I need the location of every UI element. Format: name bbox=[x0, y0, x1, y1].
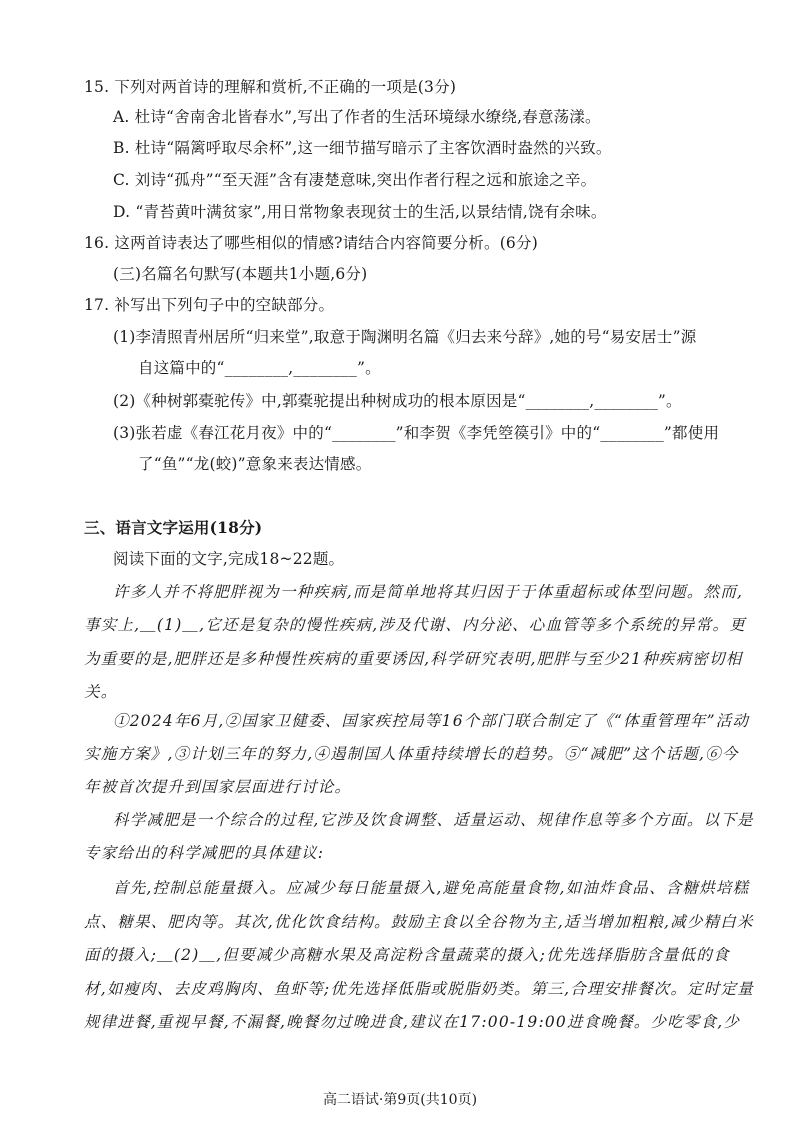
section-3-title: (三)名篇名句默写(本题共1小题,6分) bbox=[113, 265, 368, 283]
passage-para-3-line-2: 专家给出的科学减肥的具体建议: bbox=[84, 844, 325, 862]
passage-para-4-line-1: 首先,控制总能量摄入。应减少每日能量摄入,避免高能量食物,如油炸食品、含糖烘培糕 bbox=[113, 879, 750, 897]
passage-para-2-line-2: 实施方案》,③计划三年的努力,④遏制国人体重持续增长的趋势。⑤“减肥”这个话题,⑥今 bbox=[84, 745, 739, 763]
question-17-stem: 17. 补写出下列句子中的空缺部分。 bbox=[84, 296, 335, 314]
question-15-option-b: B. 杜诗“隔篱呼取尽余杯”,这一细节描写暗示了主客饮酒时盎然的兴致。 bbox=[113, 139, 612, 157]
passage-para-1-line-4: 关。 bbox=[84, 683, 118, 701]
passage-para-2-line-1: ①2024年6月,②国家卫健委、国家疾控局等16个部门联合制定了《“体重管理年”活动 bbox=[113, 712, 750, 730]
passage-para-4-line-2: 点、糖果、肥肉等。其次,优化饮食结构。鼓励主食以全谷物为主,适当增加粗粮,减少精白米 bbox=[84, 913, 754, 931]
page-footer: 高二语试·第9页(共10页) bbox=[322, 1092, 478, 1108]
passage-para-1-line-1: 许多人并不将肥胖视为一种疾病,而是简单地将其归因于于体重超标或体型问题。然而, bbox=[113, 583, 744, 601]
question-17-item-3-line-2: 了“鱼”“龙(蛟)”意象来表达情感。 bbox=[138, 455, 372, 473]
passage-para-1-line-3: 为重要的是,肥胖还是多种慢性疾病的重要诱因,科学研究表明,肥胖与至少21种疾病密切相 bbox=[84, 650, 743, 668]
passage-para-3-line-1: 科学减肥是一个综合的过程,它涉及饮食调整、适量运动、规律作息等多个方面。以下是 bbox=[113, 811, 754, 829]
question-15-stem: 15. 下列对两首诗的理解和赏析,不正确的一项是(3分) bbox=[84, 78, 457, 96]
question-17-item-2: (2)《种树郭橐驼传》中,郭橐驼提出种树成功的根本原因是“________,________”。 bbox=[113, 392, 682, 410]
question-15-option-c: C. 刘诗“孤舟”“至天涯”含有凄楚意味,突出作者行程之远和旅途之辛。 bbox=[113, 171, 597, 189]
question-17-item-1-line-1: (1)李清照青州居所“归来堂”,取意于陶渊明名篇《归去来兮辞》,她的号“易安居士”源 bbox=[113, 328, 697, 346]
part-3-heading: 三、语言文字运用(18分) bbox=[84, 518, 263, 537]
passage-para-4-line-5: 规律进餐,重视早餐,不漏餐,晚餐勿过晚进食,建议在17:00-19:00进食晚餐。少吃零食,少 bbox=[84, 1013, 741, 1031]
passage-para-2-line-3: 年被首次提升到国家层面进行讨论。 bbox=[84, 778, 352, 796]
passage-para-1-line-2: 事实上,＿(1)＿,它还是复杂的慢性疾病,涉及代谢、内分泌、心血管等多个系统的异常。更 bbox=[84, 616, 746, 634]
passage-para-4-line-4: 材,如瘦肉、去皮鸡胸肉、鱼虾等;优先选择低脂或脱脂奶类。第三,合理安排餐次。定时定量 bbox=[84, 980, 754, 998]
question-16: 16. 这两首诗表达了哪些相似的情感?请结合内容简要分析。(6分) bbox=[84, 234, 538, 252]
part-3-intro: 阅读下面的文字,完成18~22题。 bbox=[113, 550, 345, 568]
passage-para-4-line-3: 面的摄入;＿(2)＿,但要减少高糖水果及高淀粉含量蔬菜的摄入;优先选择脂肪含量低的食 bbox=[84, 946, 730, 964]
question-17-item-1-line-2: 自这篇中的“________,________”。 bbox=[138, 359, 381, 377]
question-15-option-d: D. “青苔黄叶满贫家”,用日常物象表现贫士的生活,以景结情,饶有余味。 bbox=[113, 203, 607, 221]
question-17-item-3-line-1: (3)张若虚《春江花月夜》中的“________”和李贺《李凭箜篌引》中的“________”都使用 bbox=[113, 424, 720, 442]
question-15-option-a: A. 杜诗“舍南舍北皆春水”,写出了作者的生活环境绿水缭绕,春意荡漾。 bbox=[113, 108, 601, 126]
